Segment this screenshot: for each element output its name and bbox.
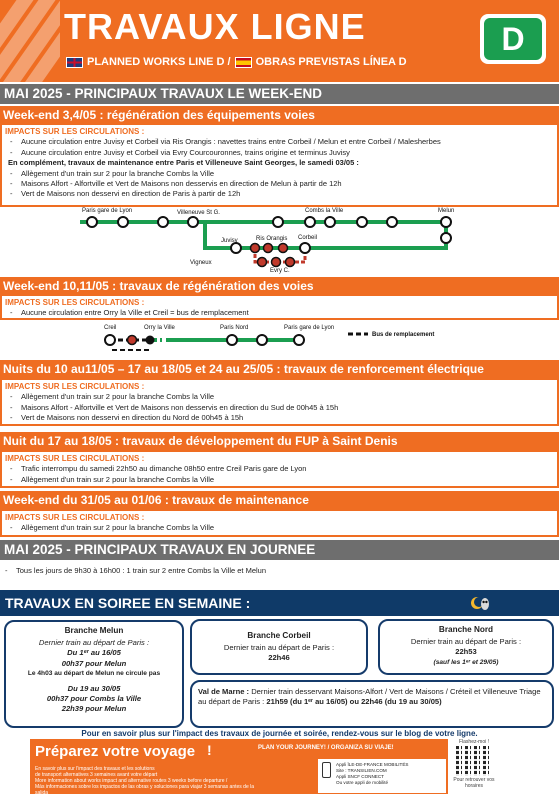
s3-line: - Vert de Maisons non desservi en direction du Nord de 00h45 à 15h	[5, 413, 554, 423]
station-label: Combs la Ville	[305, 208, 344, 214]
station-label: Paris gare de Lyon	[284, 325, 335, 331]
qr-bottom-label: Pour retrouver vos horaires	[453, 777, 495, 789]
s1-title: Week-end 3,4/05 : régénération des équipements voies	[0, 106, 559, 125]
app-line-4: Ou votre appli de mobilité	[336, 780, 389, 785]
footer-small-4: Más informaciones sobre los impactos de las obras y soluciones para viajar 3 semanas antes de la salida	[35, 784, 254, 794]
s2-impacts-label: IMPACTS SUR LES CIRCULATIONS :	[5, 298, 145, 307]
uk-flag-icon	[66, 57, 83, 68]
evening-section-title	[0, 590, 559, 616]
app-line-3: Appli SNCF CONNECT	[336, 774, 384, 779]
s1-line: - Aucune circulation entre Juvisy et Corbeil via Evry Courcouronnes, trains origine et terminus Juvisy	[5, 148, 554, 158]
nord-l3: (sauf les 1ᵉʳ et 29/05)	[433, 658, 499, 666]
s5-title: Week-end du 31/05 au 01/06 : travaux de maintenance	[0, 491, 559, 511]
evening-title-text: TRAVAUX EN SOIREE EN SEMAINE :	[5, 595, 251, 611]
melun-l3: 00h37 pour Melun	[61, 658, 127, 668]
s1-complement: En complément, travaux de maintenance entre Paris et Villeneuve Saint Georges, le samedi 03/05 :	[8, 158, 359, 168]
footer-small-text	[35, 766, 255, 794]
vdm-times: 21h59 (du 1ᵉʳ au 16/05) ou 22h46 (du 19 au 30/05)	[266, 697, 442, 707]
s1-body	[0, 125, 559, 207]
owl-moon-icon	[471, 594, 491, 612]
footer-exclamation: !	[207, 742, 212, 758]
corbeil-l1: Dernier train au départ de Paris :	[223, 643, 335, 653]
station-label: Paris Nord	[220, 325, 249, 331]
subtitle-en: PLANNED WORKS LINE D /	[87, 56, 231, 68]
melun-l5: Du 19 au 30/05	[67, 684, 121, 694]
qr-code-icon[interactable]	[456, 746, 492, 776]
s3-line: - Maisons Alfort - Alfortville et Vert de Maisons non desservis en direction du Sud de 00h45 à 15h	[5, 403, 554, 413]
station-label: Evry C.	[270, 268, 290, 274]
s4-impacts-label: IMPACTS SUR LES CIRCULATIONS :	[5, 454, 145, 463]
page-subtitle	[66, 56, 407, 68]
footer-small-3: More information about works impact and alternative routes 3 weeks before departure /	[35, 778, 228, 784]
card-val-de-marne	[190, 680, 554, 728]
card-branche-corbeil	[190, 619, 368, 675]
s2-body	[0, 296, 559, 320]
blog-info-line: Pour en savoir plus sur l'impact des travaux de journée et soirée, rendez-vous sur le blog de votre ligne.	[81, 729, 478, 738]
vdm-lead: Val de Marne :	[198, 687, 250, 696]
station-label: Vigneux	[190, 260, 212, 266]
corbeil-head: Branche Corbeil	[247, 631, 311, 640]
page-title: TRAVAUX LIGNE	[64, 6, 366, 47]
footer-heading: Préparez votre voyage	[35, 743, 196, 760]
station-label: Orry la Ville	[144, 325, 175, 331]
day-body	[0, 566, 559, 575]
s3-body	[0, 380, 559, 426]
footer-small-2: de transport alternatives 3 semaines avant votre départ	[35, 772, 158, 778]
s5-impacts-label: IMPACTS SUR LES CIRCULATIONS :	[5, 513, 145, 522]
s2-title: Week-end 10,11/05 : travaux de régénération des voies	[0, 277, 559, 296]
melun-l6: 00h37 pour Combs la Ville	[46, 694, 142, 704]
header-banner	[0, 0, 559, 82]
line-d-badge	[480, 14, 546, 64]
card-branche-melun	[4, 620, 184, 728]
s3-line: - Allègement d'un train sur 2 pour la branche Combs la Ville	[5, 392, 554, 402]
subtitle-es: OBRAS PREVISTAS LÍNEA D	[255, 56, 407, 68]
line-map-north	[0, 320, 559, 358]
s4-title: Nuit du 17 au 18/05 : travaux de développement du FUP à Saint Denis	[0, 432, 559, 452]
melun-l2: Du 1ᵉʳ au 16/05	[67, 648, 121, 658]
footer-small-1: En savoir plus sur l'impact des travaux et les solutions	[35, 766, 155, 772]
decorative-stripes	[0, 0, 60, 82]
station-label: Corbeil	[298, 235, 318, 241]
station-label: Paris gare de Lyon	[82, 208, 133, 214]
s5-body	[0, 511, 559, 537]
weekend-section-title: MAI 2025 - PRINCIPAUX TRAVAUX LE WEEK-END	[0, 84, 559, 104]
s4-line: - Trafic interrompu du samedi 22h50 au dimanche 08h50 entre Creil Paris gare de Lyon	[5, 464, 554, 474]
corbeil-l2: 22h46	[268, 653, 290, 663]
s1-line: - Aucune circulation entre Juvisy et Corbeil via Ris Orangis : navettes trains entre Corbeil / Melun et entre Corbeil / Malesherbes	[5, 137, 554, 147]
qr-code-box	[452, 739, 496, 794]
vdm-text: Dernier train desservant Maisons-Alfort / Vert de Maisons / Créteil et Villeneuve Triage au départ de Paris :	[198, 687, 541, 707]
bus-legend: Bus de remplacement	[372, 332, 435, 338]
day-section-title: MAI 2025 - PRINCIPAUX TRAVAUX EN JOURNEE	[0, 540, 559, 560]
s2-line: - Aucune circulation entre Orry la Ville et Creil = bus de remplacement	[5, 308, 554, 318]
station-label: Creil	[104, 325, 117, 331]
melun-l1: Dernier train au départ de Paris :	[38, 638, 150, 648]
card-branche-nord	[378, 619, 554, 675]
qr-top-label: Flashez-moi !	[458, 739, 489, 745]
nord-head: Branche Nord	[438, 625, 494, 634]
s1-line: - Allègement d'un train sur 2 pour la branche Combs la Ville	[5, 169, 554, 179]
footer-plan-text: PLAN YOUR JOURNEY! / ORGANIZA SU VIAJE!	[258, 745, 394, 751]
station-label: Villeneuve St G.	[177, 210, 220, 216]
footer-banner	[30, 739, 448, 794]
spain-flag-icon	[235, 57, 252, 68]
s3-title: Nuits du 10 au11/05 – 17 au 18/05 et 24 au 25/05 : travaux de renforcement électrique	[0, 360, 559, 380]
s4-line: - Allègement d'un train sur 2 pour la branche Combs la Ville	[5, 475, 554, 485]
s1-line: - Vert de Maisons non desservi en direction de Paris à partir de 12h	[5, 189, 554, 199]
app-line-1: Appli ÎLE-DE-FRANCE MOBILITÉS	[336, 762, 409, 767]
s5-line: - Allègement d'un train sur 2 pour la branche Combs la Ville	[5, 523, 554, 533]
nord-l1: Dernier train au départ de Paris :	[410, 637, 522, 647]
s1-line: - Maisons Alfort - Alfortville et Vert de Maisons non desservis en direction de Melun à partir de 12h	[5, 179, 554, 189]
station-label: Ris Orangis	[256, 236, 288, 242]
line-map-south	[0, 202, 559, 277]
melun-l7: 22h39 pour Melun	[61, 704, 127, 714]
s3-impacts-label: IMPACTS SUR LES CIRCULATIONS :	[5, 382, 145, 391]
nord-l2: 22h53	[455, 647, 477, 657]
app-info-box	[318, 759, 446, 793]
s1-impacts-label: IMPACTS SUR LES CIRCULATIONS :	[5, 127, 145, 136]
app-line-2: Site : TRANSILIEN.COM	[336, 768, 387, 773]
melun-head: Branche Melun	[64, 626, 124, 635]
station-label: Melun	[438, 208, 455, 214]
day-line: - Tous les jours de 9h30 à 16h00 : 1 train sur 2 entre Combs la Ville et Melun	[0, 566, 559, 575]
line-d-letter: D	[484, 18, 542, 60]
phone-icon	[322, 762, 331, 778]
station-label: Juvisy	[221, 238, 238, 244]
s4-body	[0, 452, 559, 488]
melun-l4: Le 4h03 au départ de Melun ne circule pas	[27, 669, 161, 677]
